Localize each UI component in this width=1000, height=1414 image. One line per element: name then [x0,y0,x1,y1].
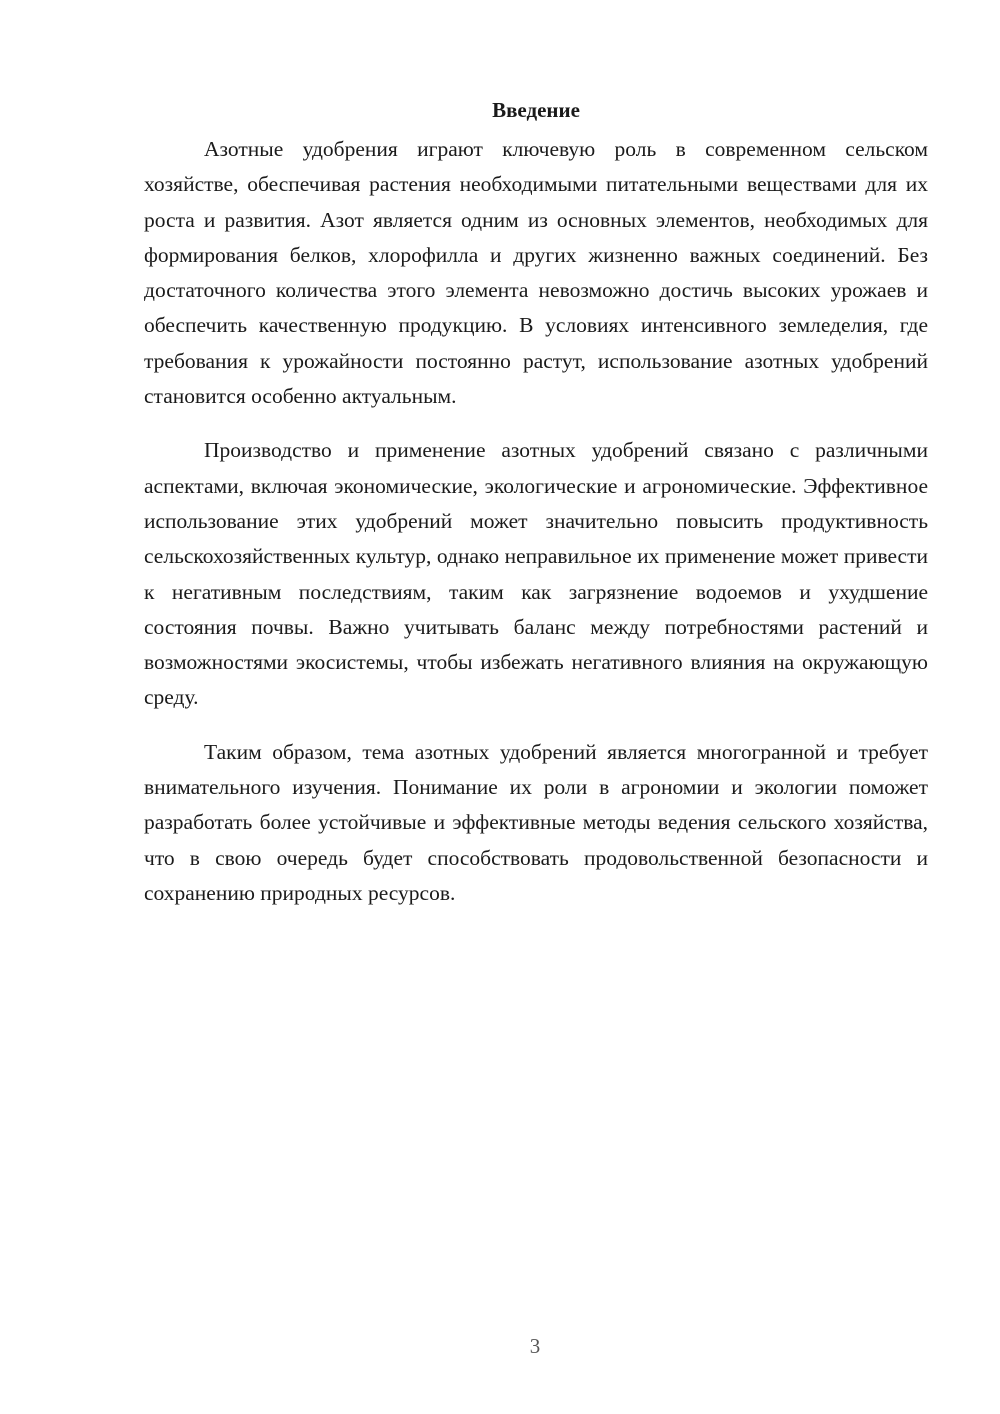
page-number: 3 [529,1334,541,1358]
paragraph-3: Таким образом, тема азотных удобрений является многогранной и требует внимательного изучения. Понимание их роли в агрономии и экологии поможет разработать более устойчивые и эффективные методы ведения сельского хозяйства, что в свою очередь будет способствовать продовольственной безопасности и сохранению природных ресурсов. [144,739,928,905]
section-title: Введение [492,98,580,122]
paragraph-2: Производство и применение азотных удобрений связано с различными аспектами, включая экономические, экологические и агрономические. Эффективное использование этих удобрений может значительно повысить продуктивность сельскохозяйственных культур, однако неправильное их применение может привести к негативным последствиям, таким как загрязнение водоемов и ухудшение состояния почвы. Важно учитывать баланс между потребностями растений и возможностями экосистемы, чтобы избежать негативного влияния на окружающую среду. [144,438,928,710]
page-content [144,92,928,930]
paragraph-1: Азотные удобрения играют ключевую роль в современном сельском хозяйстве, обеспечивая растения необходимыми питательными веществами для их роста и развития. Азот является одним из основных элементов, необходимых для формирования белков, хлорофилла и других жизненно важных соединений. Без достаточного количества этого элемента невозможно достичь высоких урожаев и обеспечить качественную продукцию. В условиях интенсивного земледелия, где требования к урожайности постоянно растут, использование азотных удобрений становится особенно актуальным. [144,137,928,409]
